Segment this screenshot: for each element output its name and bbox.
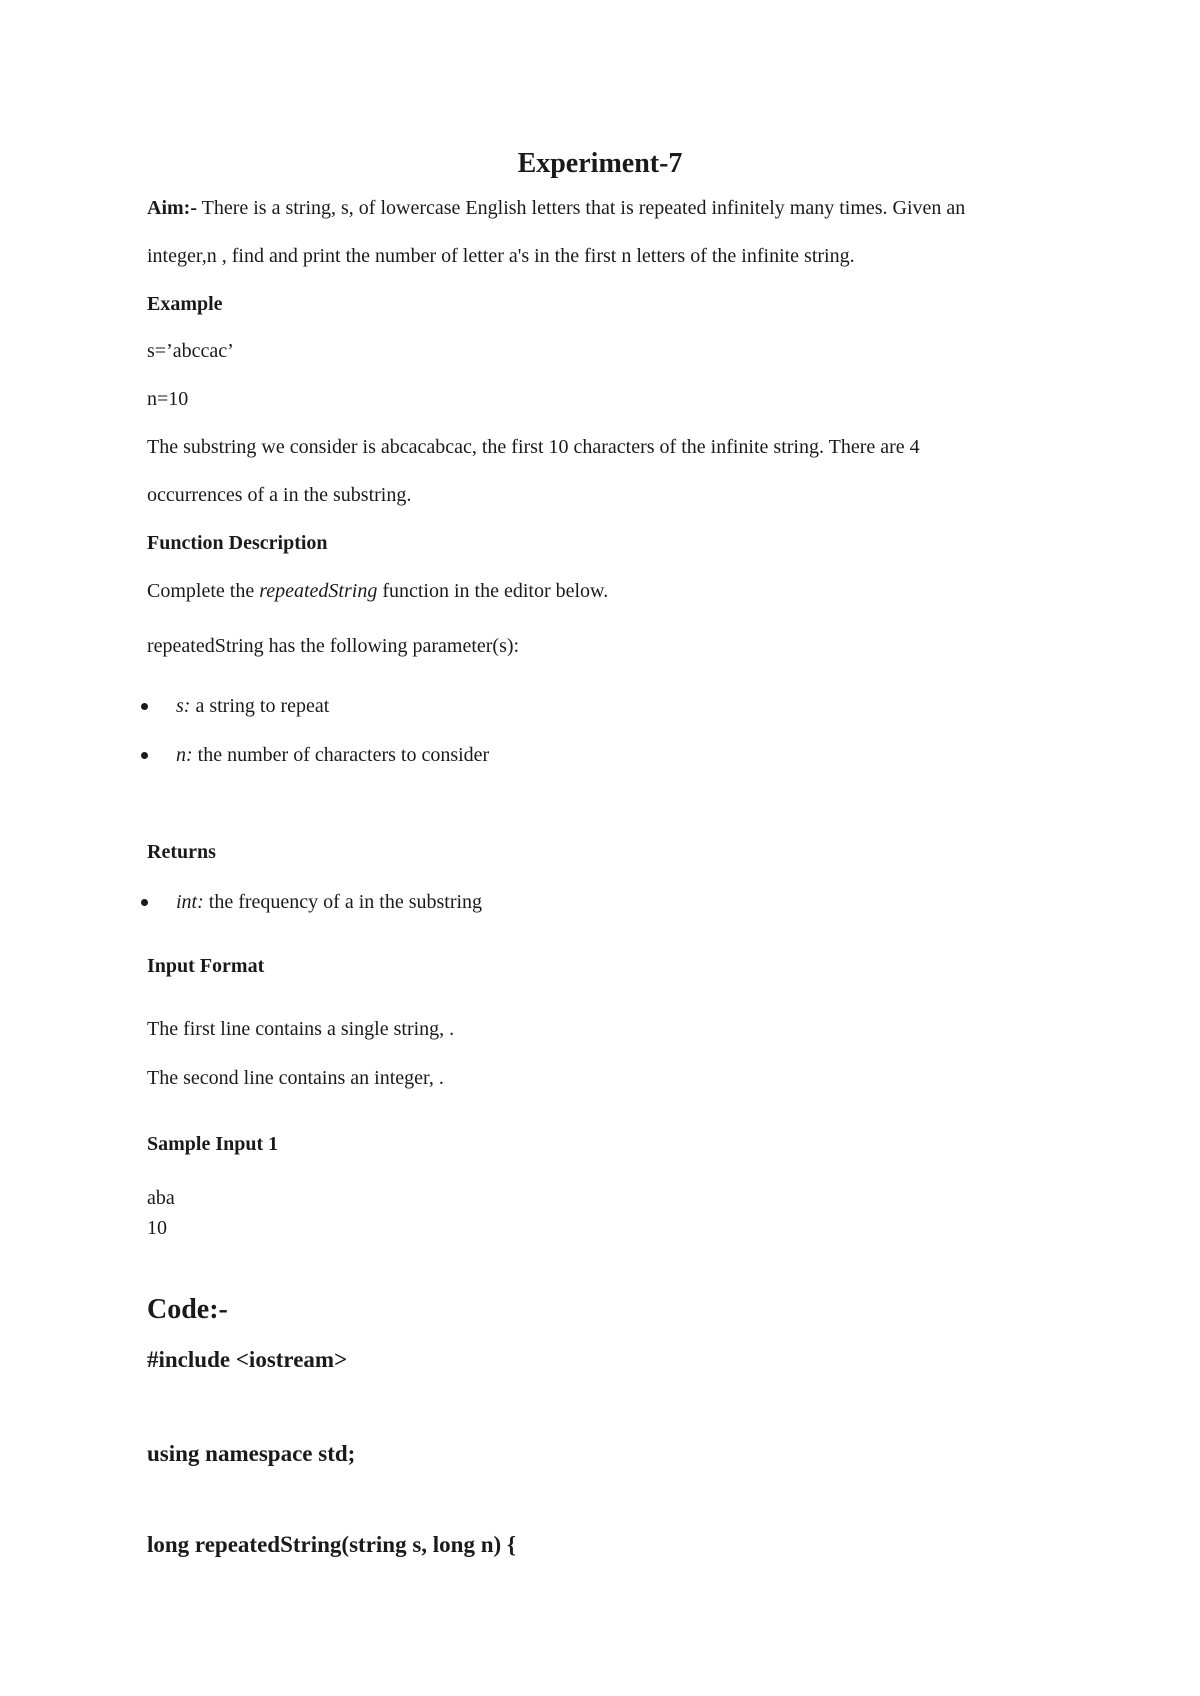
function-complete-line bbox=[147, 579, 608, 603]
code-line: #include <iostream> bbox=[147, 1347, 348, 1372]
bullet-icon bbox=[141, 752, 148, 759]
bullet-icon bbox=[141, 899, 148, 906]
example-description-1: The substring we consider is abcacabcac, the first 10 characters of the infinite string. There are 4 bbox=[147, 436, 920, 458]
complete-suffix: function in the editor below. bbox=[377, 580, 609, 602]
complete-prefix: Complete the bbox=[147, 580, 260, 602]
page-title: Experiment-7 bbox=[517, 148, 683, 179]
input-format-heading: Input Format bbox=[147, 955, 265, 977]
code-line: using namespace std; bbox=[147, 1441, 356, 1466]
returns-item-int bbox=[176, 890, 482, 914]
function-description-heading: Function Description bbox=[147, 532, 328, 554]
returns-heading: Returns bbox=[147, 841, 216, 863]
example-heading: Example bbox=[147, 293, 223, 315]
code-line: long repeatedString(string s, long n) { bbox=[147, 1532, 516, 1557]
param-desc: a string to repeat bbox=[190, 695, 330, 717]
param-name: n: bbox=[176, 744, 193, 766]
example-n-value: n=10 bbox=[147, 388, 189, 410]
return-desc: the frequency of a in the substring bbox=[203, 891, 483, 913]
input-format-line-2: The second line contains an integer, . bbox=[147, 1067, 444, 1089]
param-item-n bbox=[176, 743, 489, 767]
param-name: s: bbox=[176, 695, 191, 717]
sample-input-heading: Sample Input 1 bbox=[147, 1133, 279, 1155]
param-desc: the number of characters to consider bbox=[192, 744, 490, 766]
code-heading: Code:- bbox=[147, 1294, 228, 1325]
aim-text-1: There is a string, s, of lowercase English letters that is repeated infinitely many times. Given an bbox=[196, 197, 966, 219]
return-name: int: bbox=[176, 891, 204, 913]
input-format-line-1: The first line contains a single string, . bbox=[147, 1018, 455, 1040]
params-intro: repeatedString has the following parameter(s): bbox=[147, 635, 520, 657]
sample-input-line-2: 10 bbox=[147, 1217, 167, 1239]
example-s-value: s=’abccac’ bbox=[147, 340, 234, 362]
param-item-s bbox=[176, 694, 329, 718]
bullet-icon bbox=[141, 703, 148, 710]
aim-label: Aim:- bbox=[147, 197, 197, 219]
aim-line-2: integer,n , find and print the number of letter a's in the first n letters of the infinite string. bbox=[147, 245, 855, 267]
aim-line-1 bbox=[147, 196, 965, 220]
sample-input-line-1: aba bbox=[147, 1187, 175, 1209]
function-name: repeatedString bbox=[259, 580, 378, 602]
example-description-2: occurrences of a in the substring. bbox=[147, 484, 412, 506]
